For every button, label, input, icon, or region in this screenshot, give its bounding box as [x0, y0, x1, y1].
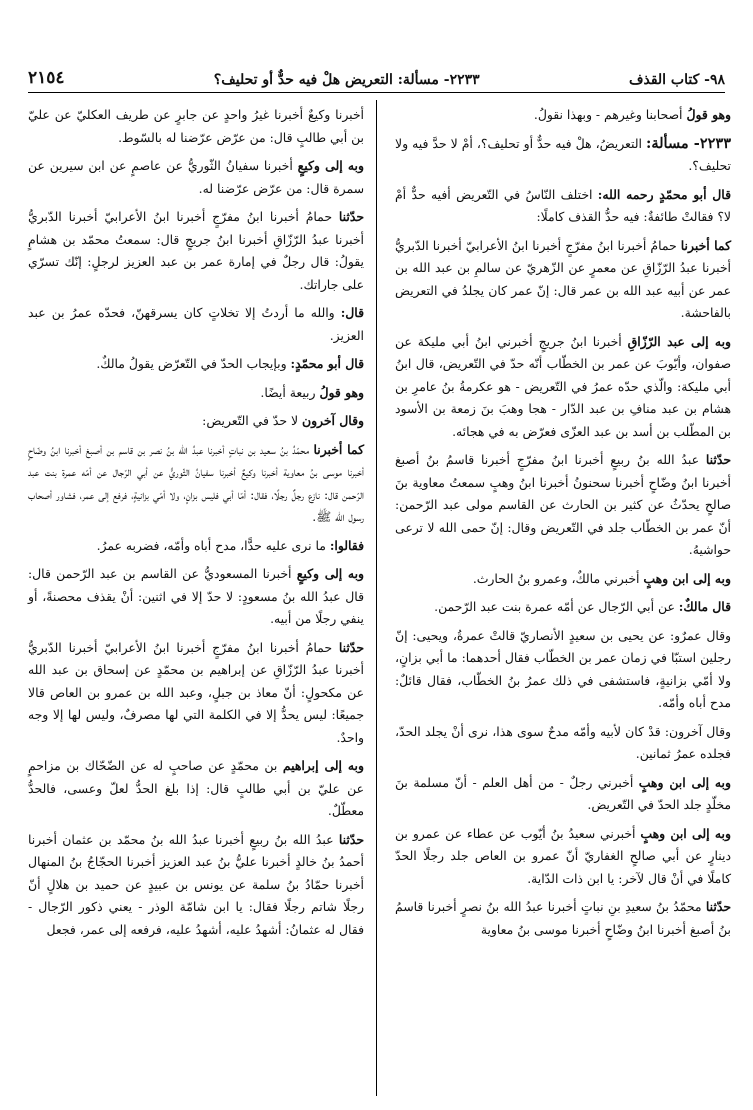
- paragraph: [395, 721, 731, 766]
- paragraph-lead: وقال آخرون: [301, 413, 364, 428]
- paragraph: [28, 535, 364, 558]
- paragraph-text: التعريضُ، هلْ فيه حدٌّ أو تحليف؟، أمْ لا حدَّ فيه ولا تحليف؟.: [395, 135, 731, 173]
- paragraph: [395, 235, 731, 325]
- header-issue-title: ٢٢٣٣- مسألة: التعريض هلْ فيه حدٌّ أو تحليف؟: [213, 72, 480, 88]
- column-divider: [376, 100, 377, 1096]
- paragraph-text: محمّدُ بنُ سعيدِ بنِ نباتٍ أخبرنا عبدُ الله بنُ نصرٍ أخبرنا قاسمُ بنُ أصبغ أخبرنا ابنُ وضّاحٍ أخبرنا موسى بنُ معاوية: [395, 899, 731, 937]
- paragraph-text: اختلف النّاسُ في التّعريض أفيه حدٌّ أمْ لا؟ فقالتْ طائفةٌ: فيه حدُّ القذف كاملًا:: [395, 186, 731, 224]
- paragraph-text: محمّدُ بنُ سعيد بن نباتٍ أخبرنا عبدُ الله بنُ نصر بن قاسم بن أصبغ أخبرنا ابنُ وضّاحٍ أخبرنا موسى بنُ معاوية أخبرنا وكيعٌ أخبرنا سفيانُ الثّوريُّ عن أبي الرّجال عن أمّه عمرة بنت عبد الرّحمن قال: نازع رجلٌ رجلًا، فقال: أمّا أبي فليس بزانٍ، ولا أمّي بزانيةٍ، فرفع إلى عمر، فشاور أصحاب رسول الله ﷺ.: [28, 441, 364, 524]
- paragraph: [395, 596, 731, 619]
- paragraph-lead: وبه إلى عبد الرّزّاقِ: [627, 333, 731, 349]
- paragraph-lead: حدّثنا: [705, 452, 731, 467]
- paragraph: [28, 353, 364, 376]
- paragraph: [395, 104, 731, 127]
- paragraph-text: أخبرنا المسعوديُّ عن القاسم بن عبد الرّحمن قال: قال عبدُ الله بنُ مسعودٍ: لا حدّ إلا في اثنين: أنْ يقذف محصنةً، أو ينفي رجلًا من أبيه.: [28, 566, 364, 626]
- paragraph: [28, 829, 364, 942]
- paragraph-lead: حدّثنا: [705, 899, 731, 914]
- paragraph-lead: فقالوا:: [329, 537, 364, 553]
- paragraph-lead: وهو قولُ: [686, 107, 731, 122]
- paragraph-lead: قال مالكٌ:: [678, 599, 731, 614]
- paragraph-text: عبدُ الله بنُ ربيعٍ أخبرنا عبدُ الله بنُ محمّد بن عثمان أخبرنا أحمدُ بنُ خالدٍ أخبرنا عليُّ بنُ عبد العزيز أخبرنا الحجّاجُ بنُ المنهال أخبرنا حمّادُ بنُ سلمة عن يونس بن عبيدٍ عن حميد بن هلالٍ أنّ رجلًا شاتم رجلًا فقال: يا ابن شامّة الوذر - يعني ذكور الرّجال - فقال له عثمانُ: أشهدُ عليه، أشهدُ عليه، فرفعه إلى عمر، فجعل: [28, 831, 364, 937]
- paragraph-text: لا حدّ في التّعريض:: [202, 413, 302, 428]
- paragraph-text: أخبرني مالكٌ، وعمرو بنُ الحارث.: [472, 570, 644, 586]
- paragraph-lead: حدّثنا: [338, 209, 364, 224]
- paragraph-lead: كما أخبرنا: [313, 441, 364, 457]
- left-column: [28, 104, 364, 947]
- paragraph: [395, 568, 731, 591]
- paragraph-text: ربيعة أيضًا.: [260, 384, 320, 400]
- paragraph-lead: وبه إلى ابن وهبٍ: [643, 570, 731, 586]
- page-number: ٢١٥٤: [28, 68, 65, 88]
- paragraph: [395, 184, 731, 229]
- paragraph-text: أخبرني رجلٌ - من أهل العلم - أنّ مسلمة بنَ مخلّدٍ جلد الحدّ في التّعريض.: [395, 774, 731, 812]
- paragraph-text: أخبرني سعيدُ بنُ أيّوب عن عطاء عن عمرو بن دينارٍ عن أبي صالحٍ الغفاريّ أنّ عمرو بن العاص جلد رجلًا الحدّ كاملًا في أنْ قال لآخر: يا ابن ذات الدّاية.: [395, 825, 731, 886]
- paragraph-text: حمامُ أخبرنا ابنُ مفرّجٍ أخبرنا ابنُ الأعرابيّ أخبرنا الدّبريُّ أخبرنا عبدُ الرّزّاقِ أخبرنا ابنُ جريجٍ قال: سمعتُ محمّد بن هشامٍ يقولُ: قال رجلٌ في إمارة عمر بن عبد العزيز لرجلٍ: إنّك تسرّي على جاراتك.: [28, 209, 364, 292]
- paragraph-lead: وهو قولُ: [319, 384, 364, 400]
- paragraph-lead: وبه إلى ابن وهبٍ: [638, 774, 731, 790]
- header-chapter-title: ٩٨- كتاب القذف: [628, 72, 725, 88]
- paragraph-lead: قال:: [340, 305, 364, 320]
- paragraph: [28, 410, 364, 433]
- paragraph: [395, 625, 731, 715]
- paragraph-text: والله ما أردتُ إلا تخلاتٍ كان يسرقهنّ، فحدّه عمرُ بن عبد العزيز.: [28, 305, 364, 343]
- paragraph: [395, 449, 731, 562]
- right-column: [395, 104, 731, 947]
- paragraph-text: بن محمّدٍ عن صاحبٍ له عن الضّحّاك بن مزاحمٍ عن عليّ بن أبي طالبٍ قال: إذا بلغ الحدُّ لعلّ وعسى، فالحدُّ معطّلٌ.: [28, 758, 364, 818]
- paragraph: [395, 823, 731, 891]
- paragraph-text: عبدُ الله بنُ ربيعٍ أخبرنا ابنُ مفرّجٍ أخبرنا قاسمُ بنُ أصبغ أخبرنا ابنُ وضّاحٍ أخبرنا سحنونُ أخبرنا ابنُ وهبٍ سمعتُ معاوية بنَ صالحٍ يحدّثُ عن كثير بن الحارث عن القاسم مولى عبد الرّحمن: أنّ عمر بن الخطّاب جلد في التّعريض وقال: إنّ حمى الله لا ترعى حواشيهُ.: [395, 452, 731, 557]
- paragraph-text: أخبرنا سفيانُ الثّوريُّ عن عاصمٍ عن ابن سيرين عن سمرة قال: من عرّض عرّضنا له.: [28, 158, 364, 196]
- paragraph-lead: حدّثنا: [338, 639, 364, 655]
- paragraph-lead: قال أبو محمّدٍ رحمه الله:: [597, 186, 731, 202]
- paragraph-text: وقال آخرون: قدْ كان لأبيه وأمّه مدحٌ سوى هذا، نرى أنْ يجلد الحدّ، فجلده عمرُ ثمانين.: [395, 723, 731, 761]
- paragraph: [28, 563, 364, 631]
- paragraph: [28, 104, 364, 149]
- paragraph: [28, 302, 364, 347]
- paragraph-lead: وبه إلى وكيعٍ: [297, 158, 364, 173]
- paragraph-lead: حدّثنا: [338, 831, 364, 847]
- running-header: [28, 62, 725, 88]
- header-rule: [28, 92, 725, 93]
- paragraph: [28, 155, 364, 200]
- paragraph-lead: ٢٢٣٣- مسألة:: [646, 134, 731, 152]
- paragraph: [395, 133, 731, 178]
- paragraph-text: حمامُ أخبرنا ابنُ مفرّجٍ أخبرنا ابنُ الأعرابيّ أخبرنا الدّبريُّ أخبرنا عبدُ الرّزّاقِ عن معمرٍ عن الزّهريّ عن سالمِ بن عبد الله بن عمر عن أبيه عبد الله بن عمر قال: إنّ عمر كان يجلدُ في التعريض بالفاحشة.: [395, 237, 731, 320]
- paragraph-lead: قال أبو محمّدٍ:: [290, 356, 364, 371]
- paragraph-lead: كما أخبرنا: [680, 237, 731, 253]
- paragraph-lead: وبه إلى إبراهيم: [282, 758, 364, 773]
- paragraph-text: ما نرى عليه حدًّا، مدح أباه وأمّه، فضربه عمرُ.: [96, 537, 330, 553]
- paragraph-text: حمامُ أخبرنا ابنُ مفرّجٍ أخبرنا ابنُ الأعرابيّ أخبرنا الدّبريُّ أخبرنا عبدُ الرّزّاقِ عن إبراهيم بن محمّدٍ عن إسحاق بن عبد الله عن مكحولٍ: أنّ معاذ بن جبلٍ، وعبد الله بن عمرو بن العاص قالا جميعًا: ليس يحدُّ إلا في الكلمة التي لها مصرفٌ، وليس لها إلا وجه واحدٌ.: [28, 639, 364, 745]
- paragraph-text: عن أبي الرّجال عن أمّه عمرة بنت عبد الرّحمن.: [434, 599, 679, 614]
- paragraph-lead: وبه إلى ابن وهبٍ: [640, 825, 731, 841]
- paragraph-text: وقال عمرٌو: عن يحيى بن سعيدٍ الأنصاريّ قالتْ عمرةُ، ويحيى: إنّ رجلين استبّا في زمان عمر بن الخطّاب فقال أحدهما: ما أبي بزانٍ، ولا أمّي بزانيةٍ، فاستشفى في ذلك عمرُ بنُ الخطّاب، فقال قائلٌ: مدح أباه وأمّه.: [395, 627, 731, 710]
- paragraph-text: أخبرنا وكيعٌ أخبرنا غيرُ واحدٍ عن جابرٍ عن طريف العكليّ عن عليّ بن أبي طالبٍ قال: من عرّض عرّضنا له بالسّوط.: [28, 107, 364, 145]
- paragraph: [28, 637, 364, 750]
- paragraph-text: وبإيجاب الحدّ في التّعرّض يقولُ مالكٌ.: [96, 356, 291, 371]
- paragraph: [28, 206, 364, 296]
- paragraph-text: أخبرنا ابنُ جريجٍ أخبرني ابنُ أبي مليكة عن صفوان، وأيّوبَ عن عمر بن الخطّاب أنّه حدّ في التّعريض، قال ابنُ أبي مليكة: والّذي حدّه عمرُ في التّعريض - هو عكرمةُ بنُ عامرِ بن هشام بن عبد منافِ بن عبد الدّار - هجا وهبَ بنَ زمعة بن الأسود بن المطّلب بن أسد بن عبد العزّى فعرّض به في هجائه.: [395, 333, 731, 439]
- paragraph: [28, 755, 364, 823]
- paragraph: [395, 772, 731, 817]
- paragraph: [28, 382, 364, 405]
- paragraph: [28, 439, 364, 529]
- paragraph-lead: وبه إلى وكيعٍ: [296, 566, 364, 581]
- paragraph-text: أصحابنا وغيرهم - وبهذا نقولُ.: [533, 107, 687, 122]
- paragraph: [395, 896, 731, 941]
- paragraph: [395, 331, 731, 444]
